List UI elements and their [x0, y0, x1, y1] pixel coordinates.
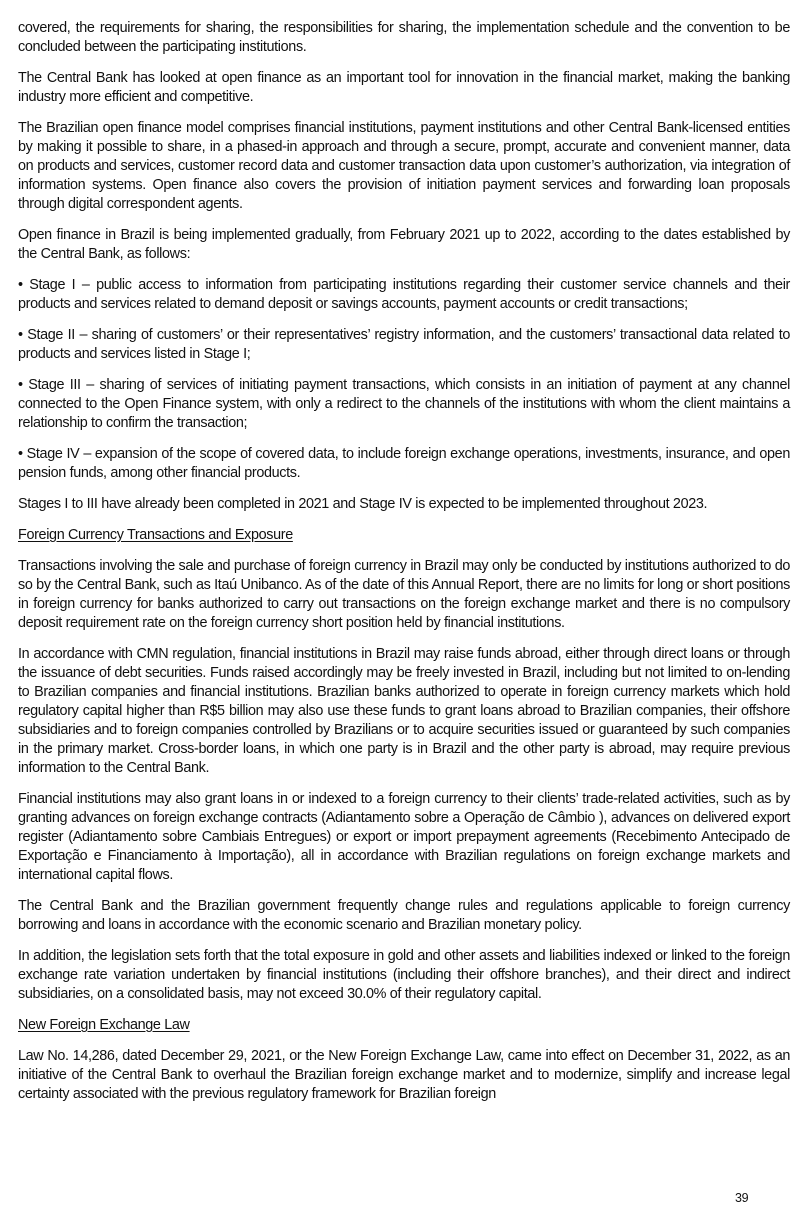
paragraph-central-bank-open-finance: The Central Bank has looked at open finance as an important tool for innovation in the financial market, making the banking industry more efficient and competitive.	[18, 70, 790, 105]
paragraph-stages-summary: Stages I to III have already been completed in 2021 and Stage IV is expected to be implemented throughout 2023.	[18, 496, 708, 512]
paragraph-trade-loans: Financial institutions may also grant loans in or indexed to a foreign currency to their clients’ trade-related activities, such as by granting advances on foreign exchange contracts (Adiantamento sobre a Operação de Câmbio ), advances on delivered export register (Adiantamento sobre Cambiais Entregues) or export or import prepayment agreements (Recebimento Antecipado de Exportação e Financiamento à Importação), all in accordance with Brazilian regulations on foreign exchange markets and international capital flows.	[18, 791, 790, 883]
stage-2-item: • Stage II – sharing of customers’ or their representatives’ registry information, and the customers’ transactional data related to products and services listed in Stage I;	[18, 327, 790, 362]
stage-3-item: • Stage III – sharing of services of initiating payment transactions, which consists in an initiation of payment at any channel connected to the Open Finance system, with only a redirect to the channels of the institutions with whom the client maintains a relationship to confirm the transaction;	[18, 377, 790, 431]
paragraph-exposure-limit: In addition, the legislation sets forth that the total exposure in gold and other assets and liabilities indexed or linked to the foreign exchange rate variation undertaken by financial institutions (including their offshore branches), and their direct and indirect subsidiaries, on a consolidated basis, may not exceed 30.0% of their regulatory capital.	[18, 948, 790, 1002]
paragraph-open-finance-model: The Brazilian open finance model comprises financial institutions, payment institutions and other Central Bank-licensed entities by making it possible to share, in a phased-in approach and through a secure, prompt, accurate and convenient manner, data on products and services, customer record data and customer transaction data upon customer’s authorization, via integration of information systems. Open finance also covers the provision of initiation payment services and forwarding loan proposals through digital correspondent agents.	[18, 120, 790, 212]
document-page	[18, 19, 790, 1116]
paragraph-sharing-requirements: covered, the requirements for sharing, the responsibilities for sharing, the implementation schedule and the convention to be concluded between the participating institutions.	[18, 20, 790, 55]
stage-1-item: • Stage I – public access to information from participating institutions regarding their customer service channels and their products and services related to demand deposit or savings accounts, payment accounts or credit transactions;	[18, 277, 790, 312]
paragraph-implementation-schedule: Open finance in Brazil is being implemented gradually, from February 2021 up to 2022, according to the dates established by the Central Bank, as follows:	[18, 227, 790, 262]
section-heading-foreign-currency: Foreign Currency Transactions and Exposure	[18, 527, 293, 543]
paragraph-cmn-regulation: In accordance with CMN regulation, financial institutions in Brazil may raise funds abroad, either through direct loans or through the issuance of debt securities. Funds raised accordingly may be freely invested in Brazil, including but not limited to on-lending to Brazilian companies and financial institutions. Brazilian banks authorized to operate in foreign currency markets which hold regulatory capital higher than R$5 billion may also use these funds to grant loans abroad to Brazilian companies, their offshore subsidiaries and to foreign companies controlled by Brazilians or to acquire securities issued or guaranteed by such companies in the primary market. Cross-border loans, in which one party is in Brazil and the other party is abroad, may require previous information to the Central Bank.	[18, 646, 790, 776]
stage-4-item: • Stage IV – expansion of the scope of covered data, to include foreign exchange operations, investments, insurance, and open pension funds, among other financial products.	[18, 446, 790, 481]
paragraph-rule-changes: The Central Bank and the Brazilian government frequently change rules and regulations applicable to foreign currency borrowing and loans in accordance with the economic scenario and Brazilian monetary policy.	[18, 898, 790, 933]
paragraph-fx-transactions: Transactions involving the sale and purchase of foreign currency in Brazil may only be conducted by institutions authorized to do so by the Central Bank, such as Itaú Unibanco. As of the date of this Annual Report, there are no limits for long or short positions in foreign currency for banks authorized to carry out transactions on the foreign exchange market and there is no compulsory deposit requirement rate on the foreign currency short position held by financial institutions.	[18, 558, 790, 631]
section-heading-new-fx-law: New Foreign Exchange Law	[18, 1017, 190, 1033]
page-number: 39	[735, 1191, 749, 1205]
paragraph-law-14286: Law No. 14,286, dated December 29, 2021, or the New Foreign Exchange Law, came into effect on December 31, 2022, as an initiative of the Central Bank to overhaul the Brazilian foreign exchange market and to modernize, simplify and increase legal certainty associated with the previous regulatory framework for Brazilian foreign	[18, 1048, 790, 1102]
